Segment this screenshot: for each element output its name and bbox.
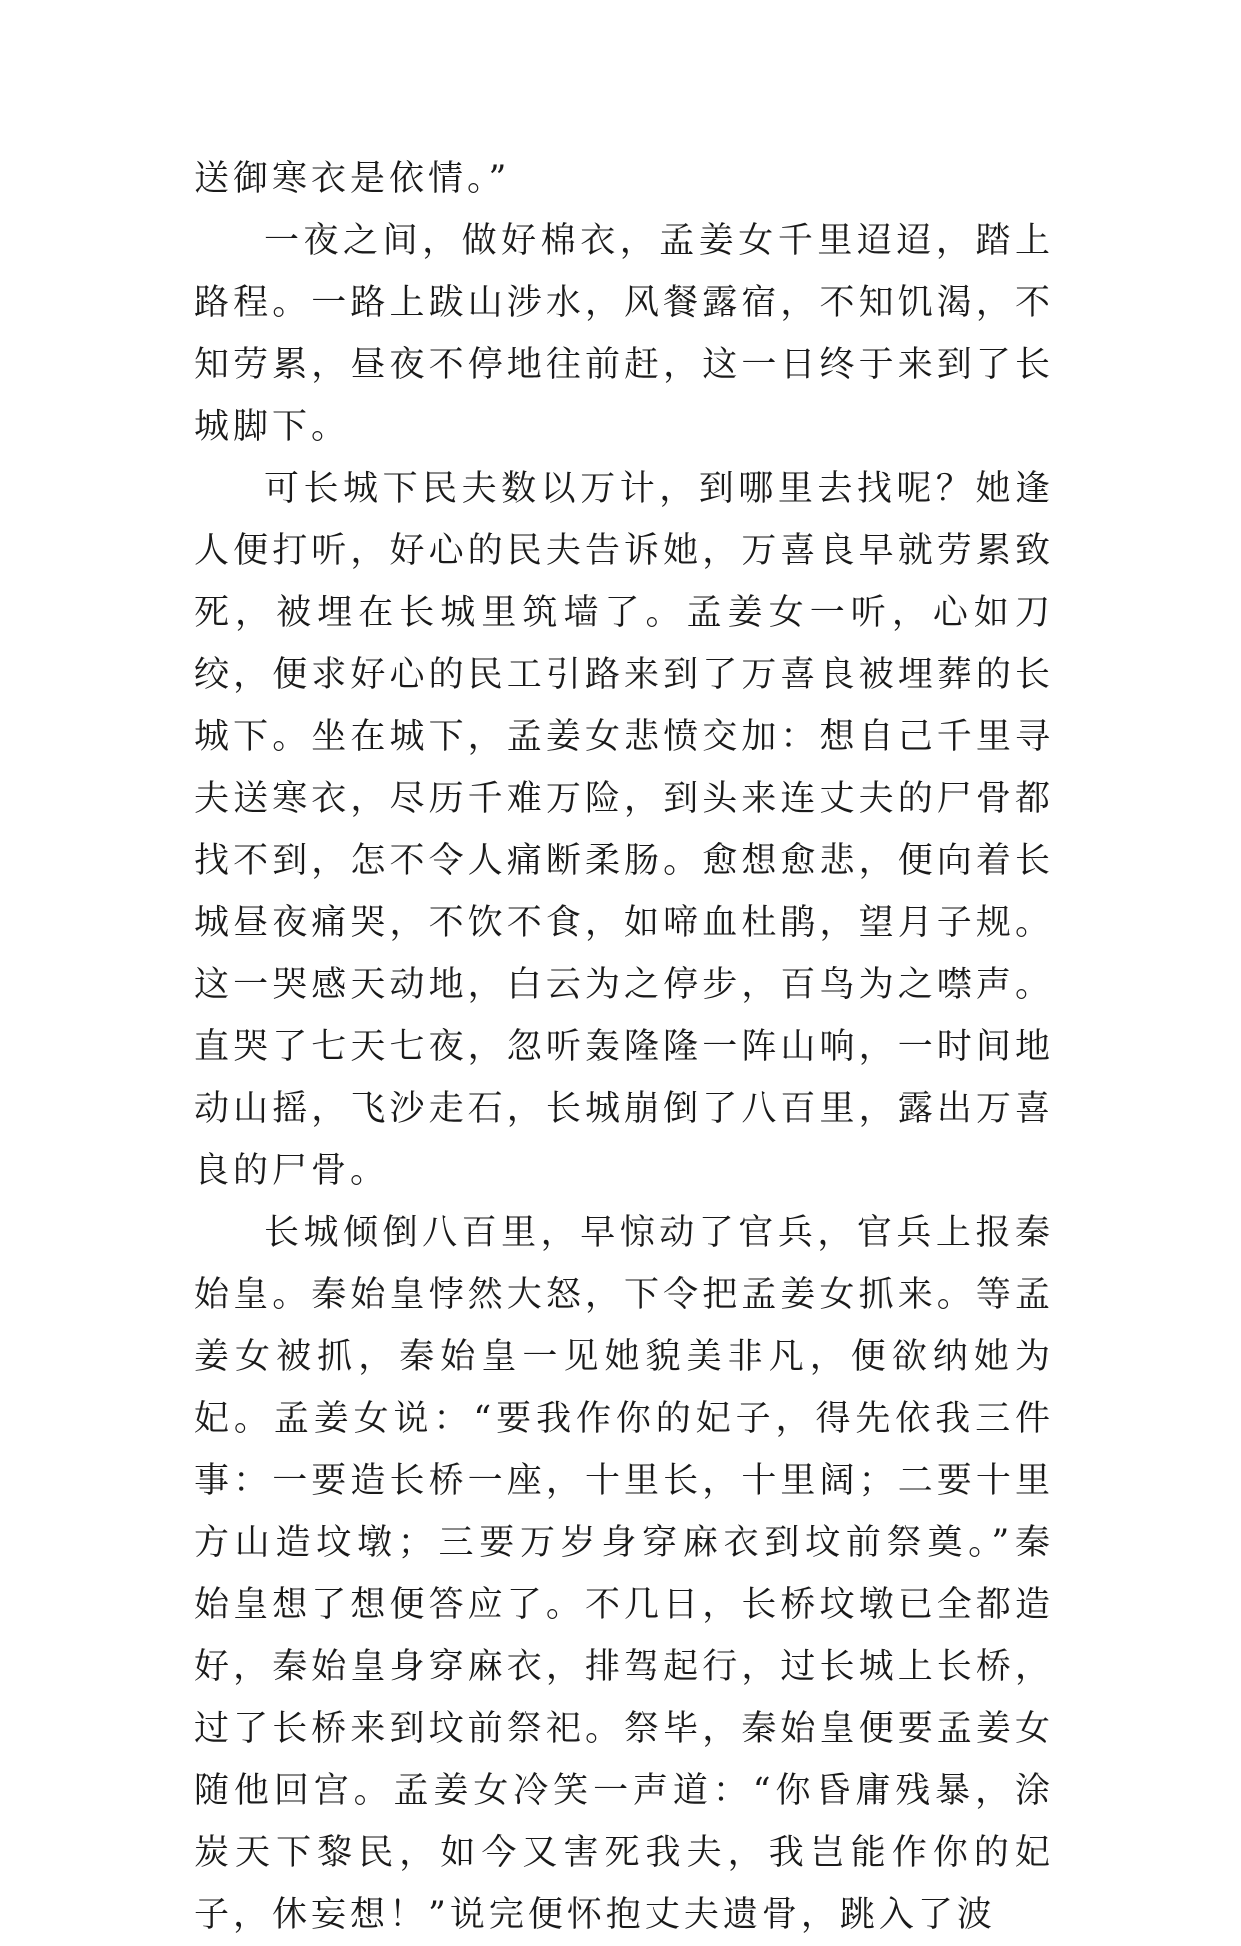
paragraph-1: 送御寒衣是依情。” — [194, 159, 511, 199]
paragraph-4: 长城倾倒八百里，早惊动了官兵，官兵上报秦始皇。秦始皇悖然大怒，下令把孟姜女抓来。等孟姜女被抓，秦始皇一见她貌美非凡，便欲纳她为妃。孟姜女说：“要我作你的妃子，得先依我三件事：一要造长桥一座，十里长，十里阔；二要十里方山造坟墩；三要万岁身穿麻衣到坟前祭奠。”秦始皇想了想便答应了。不几日，长桥坟墩已全都造好，秦始皇身穿麻衣，排驾起行，过长城上长桥，过了长桥来到坟前祭祀。祭毕，秦始皇便要孟姜女随他回宫。孟姜女冷笑一声道：“你昏庸残暴，涂炭天下黎民，如今又害死我夫，我岂能作你的妃子，休妄想！”说完便怀抱丈夫遗骨，跳入了波 — [194, 1213, 1054, 1935]
paragraph-3: 可长城下民夫数以万计，到哪里去找呢？她逢人便打听，好心的民夫告诉她，万喜良早就劳累致死，被埋在长城里筑墙了。孟姜女一听，心如刀绞，便求好心的民工引路来到了万喜良被埋葬的长城下。坐在城下，孟姜女悲愤交加：想自己千里寻夫送寒衣，尽历千难万险，到头来连丈夫的尸骨都找不到，怎不令人痛断柔肠。愈想愈悲，便向着长城昼夜痛哭，不饮不食，如啼血杜鹃，望月子规。这一哭感天动地，白云为之停步，百鸟为之噤声。直哭了七天七夜，忽听轰隆隆一阵山响，一时间地动山摇，飞沙走石，长城崩倒了八百里，露出万喜良的尸骨。 — [194, 469, 1054, 1191]
body-text — [194, 148, 1054, 1946]
paragraph-2: 一夜之间，做好棉衣，孟姜女千里迢迢，踏上路程。一路上跋山涉水，风餐露宿，不知饥渴，不知劳累，昼夜不停地往前赶，这一日终于来到了长城脚下。 — [194, 221, 1054, 447]
